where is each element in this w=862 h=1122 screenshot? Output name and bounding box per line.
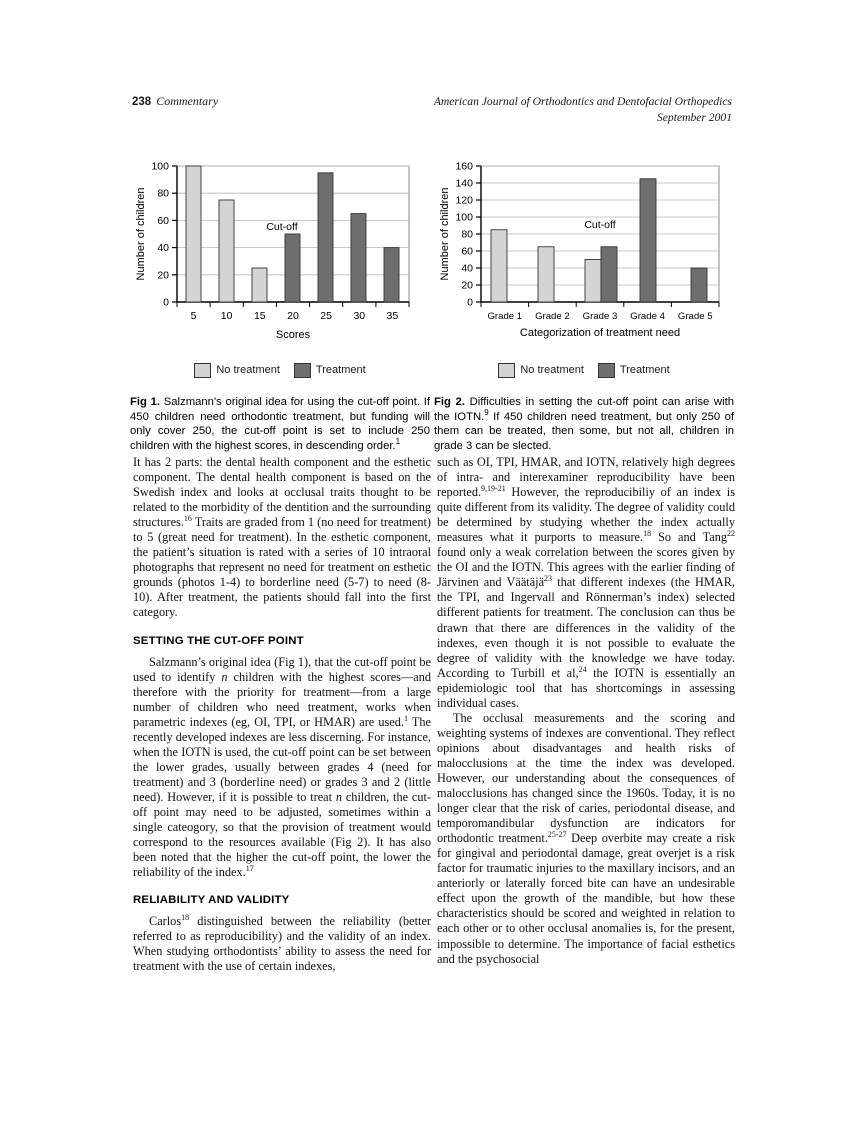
chart-2-xtick-grade-4: Grade 4 [630,311,665,322]
chart-2-xlabel: Categorization of treatment need [519,327,681,339]
chart-2-ytick-40: 40 [461,262,473,275]
legend-swatch-no-treatment-icon [194,363,211,378]
chart-1-svg [130,152,430,352]
bar-grade-4-treatment [640,179,656,302]
chart-2-ytick-120: 120 [455,194,473,207]
bar-grade-2-no-treatment [538,247,554,302]
figure-1-legend [130,359,430,381]
paragraph-right-1-d: found only a weak correlation between the scores given by the OI and the IOTN. This agrees with the earlier finding of Järvinen and Väätäjä [437,545,735,590]
legend-entry-no-treatment [194,363,280,378]
paragraph-left-2-c: The recently developed indexes are less discerning. For instance, when the IOTN is used, the cut-off point can be set between the lower grades, usually between grades 4 (need for treatment) and 3 (borderline need) or grades 3 and 2 (little need). However, if it is possible to treat [133,714,431,804]
journal-title: American Journal of Orthodontics and Dentofacial Orthopedics [433,95,732,108]
paragraph-right-1-c: So and Tang [651,530,727,545]
page-number: 238 [132,96,152,108]
chart-1-xtick-5: 5 [190,310,197,322]
figure-2 [434,152,734,453]
legend-swatch-treatment-icon [294,363,311,378]
chart-2-svg [434,152,734,352]
body-column-left [133,455,431,975]
bar-score-10 [219,200,234,302]
ref-25-27: 25-27 [547,830,567,840]
chart-2-ytick-0: 0 [467,296,473,309]
bar-score-15 [252,268,267,302]
paragraph-left-1 [133,455,431,621]
ref-18-right: 18 [643,529,652,539]
paragraph-left-2-d: children, the cut-off point may need to be adjusted, sometimes within a single cateogory, so that the provision of treatment would correspond to the resources available (Fig 2). It has also been noted that the higher the cut-off point, the lower the reliability of the index. [133,789,431,880]
paragraph-left-3-b: distinguished between the reliability (better referred to as reproducibility) and the validity of an index. When studying orthodontists’ ability to assess the need for treatment with the use of certain indexes, [133,914,431,974]
bar-grade-5-treatment [691,268,707,302]
legend-label-treatment: Treatment [315,364,366,376]
chart-1-ytick-100: 100 [151,160,169,173]
ref-23: 23 [544,574,553,584]
legend-entry-treatment [294,363,366,378]
chart-2-ytick-80: 80 [461,228,473,241]
chart-2-cutoff-annotation: Cut-off [584,219,616,231]
chart-1-xtick-25: 25 [320,310,332,322]
chart-2-ylabel: Number of children [439,187,451,281]
ref-18-left: 18 [181,913,190,923]
legend-label-treatment-2: Treatment [619,364,670,376]
chart-1-xtick-20: 20 [287,310,299,322]
chart-1-xlabel: Scores [275,329,311,341]
paragraph-right-1-f: the IOTN is essentially an epidemiologic tool that has shortcomings in assessing individual cases. [437,665,735,710]
bar-score-25 [318,173,333,302]
bar-score-30 [351,214,366,302]
chart-1-xtick-10: 10 [220,310,233,322]
running-head [132,94,732,130]
chart-2-ytick-160: 160 [455,160,473,173]
ref-24: 24 [578,664,587,674]
figure-1-label: Fig 1. [130,396,161,408]
figure-2-caption-text-b: If 450 children need treatment, but only 250 of them can be treated, then some, but not all, children in grade 3 can be slected. [434,410,734,452]
figure-2-caption-text-a: Difficulties in setting the cut-off point can arise with the IOTN. [434,396,735,423]
legend-swatch-no-treatment-icon-2 [498,363,515,378]
figure-2-caption-ref: 9 [484,407,489,417]
figure-2-label: Fig 2. [434,396,465,408]
figure-2-legend [434,359,734,381]
bar-grade-1-no-treatment [491,230,507,302]
paragraph-right-2 [437,711,735,967]
chart-1-cutoff-annotation: Cut-off [266,221,298,233]
chart-1-ytick-20: 20 [157,269,169,282]
chart-2-xtick-grade-3: Grade 3 [582,311,618,322]
bar-grade-3-no-treatment [585,260,601,303]
heading-setting-the-cut-off-point: SETTING THE CUT-OFF POINT [133,634,304,647]
paragraph-right-1-b: However, the reproducibiliy of an index is quite different from its validity. The degree of validity could be determined by studying whether the index actually measures what it purports to measure. [437,485,735,545]
legend-entry-treatment-2 [598,363,670,378]
ref-17: 17 [245,864,254,874]
figure-2-chart [434,152,734,357]
chart-2-ytick-20: 20 [461,279,473,292]
chart-1-xtick-15: 15 [253,310,266,322]
figure-1-caption-ref: 1 [395,437,401,447]
figure-1 [130,152,430,453]
chart-2-xtick-grade-2: Grade 2 [535,311,570,322]
ref-9-19-21: 9,19-21 [481,484,506,493]
figure-1-chart [130,152,430,357]
paragraph-right-1 [437,455,735,711]
chart-1-ylabel: Number of children [135,187,147,281]
chart-2-xtick-grade-5: Grade 5 [677,311,713,322]
running-head-right [434,94,732,125]
chart-2-ytick-100: 100 [455,211,473,224]
paragraph-right-1-e: that different indexes (the HMAR, the TPI, and Ingervall and Rönnerman’s index) selected different patients for treatment. The conclusion can thus be drawn that there are differences in the validity of the indexes, even though it is not possible to evaluate the degree of validity with the knowledge we have today. According to Turbill et al, [437,575,735,680]
bar-score-20 [285,234,300,302]
ref-16: 16 [183,514,192,524]
italic-n-2: n [335,789,343,804]
ref-1: 1 [403,713,408,723]
bar-score-5 [186,166,201,302]
figure-2-caption [434,395,734,453]
chart-2-ytick-140: 140 [455,177,473,190]
paragraph-right-2-a: The occlusal measurements and the scoring and weighting systems of indexes are conventional. They reflect opinions about disadvantages and health risks of malocclusions at the time the index was developed. However, our understanding about the consequences of malocclusions has changed since the 1960s. Today, it is no longer clear that the risk of caries, periodontal disease, and temporomandibular dysfunction are indicators for orthodontic treatment. [437,710,735,846]
ref-22: 22 [727,529,735,539]
chart-1-xtick-35: 35 [386,310,399,322]
figure-1-caption-text: Salzmann's original idea for using the cut-off point. If 450 children need orthodontic treatment, but funding will only cover 250, the cut-off point is set to include 250 children with the highest scores, in descending order. [130,396,430,452]
paragraph-right-2-b: Deep overbite may create a risk for gingival and periodontal damage, great overjet is a risk factor for traumatic injuries to the maxillary incisors, and an anteriorly or laterally forced bite can have an undesirable effect upon the growth of the mandible, but how these characteristics should be scored and weighted in relation to each other or to other occlusal anomalies is, for the present, impossible to determine. The importance of facial esthetics and the psychosocial [437,831,735,966]
paragraph-left-1-b: Traits are graded from 1 (no need for treatment) to 5 (great need for treatment). In the esthetic component, the patient’s situation is rated with a series of 10 intraoral photographs that represent no need for treatment on esthetic grounds (photos 1-4) to borderline need (5-7) to need (8-10). After treatment, the patients should fall into the first category. [133,515,431,620]
section-name: Commentary [156,94,219,108]
body-column-right [437,455,735,967]
running-head-left [132,94,218,109]
paragraph-left-2-a: Salzmann’s original idea (Fig 1), that the cut-off point be used to identify [133,654,431,684]
chart-1-ytick-0: 0 [163,296,169,309]
paragraph-left-2-b: children with the highest scores—and therefore with the priority for treatment—from a large number of children who need treatment, works when parametric indexes (eg, OI, TPI, or HMAR) are used. [133,669,431,729]
chart-2-xtick-grade-1: Grade 1 [487,311,523,322]
italic-n-1: n [221,669,228,684]
issue-date: September 2001 [656,110,732,124]
bar-grade-3-treatment [601,247,617,302]
chart-1-ytick-40: 40 [157,242,169,255]
chart-1-xtick-30: 30 [353,310,366,322]
bar-score-35 [384,248,399,302]
paragraph-right-1-a: such as OI, TPI, HMAR, and IOTN, relatively high degrees of intra- and interexaminer reproducibility have been reported. [437,455,735,500]
legend-swatch-treatment-icon-2 [598,363,615,378]
chart-2-ytick-60: 60 [461,245,473,258]
paragraph-left-3-a: Carlos [149,914,182,929]
legend-label-no-treatment-2: No treatment [520,364,584,376]
legend-label-no-treatment: No treatment [216,364,280,376]
paragraph-left-1-a: It has 2 parts: the dental health component and the esthetic component. The dental health component is based on the Swedish index and looks at occlusal traits thought to be related to the morbidity of the dentition and the surrounding structures. [133,455,431,530]
paragraph-left-3 [133,914,431,974]
heading-reliability-and-validity: RELIABILITY AND VALIDITY [133,894,290,907]
paragraph-left-2 [133,655,431,881]
chart-1-ytick-80: 80 [157,187,169,200]
legend-entry-no-treatment-2 [498,363,584,378]
figure-1-caption [130,395,430,453]
chart-1-ytick-60: 60 [157,214,169,227]
